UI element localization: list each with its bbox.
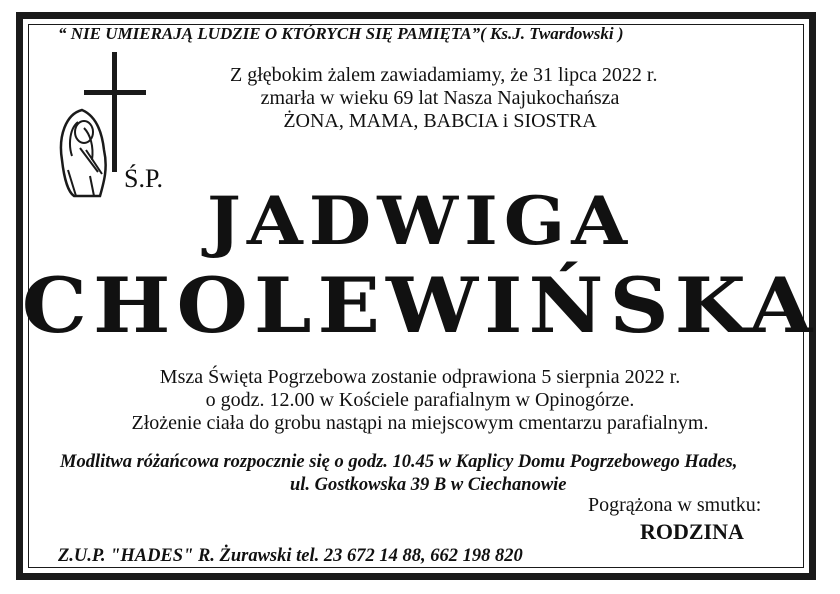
deceased-first-name: JADWIGA [206,181,634,260]
intro-text [230,64,658,133]
ceremony-line: Msza Święta Pogrzebowa zostanie odprawiona 5 sierpnia 2022 r. [159,366,681,388]
mourning-caption: Pogrążona w smutku: [588,494,762,516]
ceremony-details [110,366,730,435]
ceremony-line: Złożenie ciała do grobu nastąpi na miejscowym cmentarzu parafialnym. [131,412,709,434]
family-signature: RODZINA [640,519,744,544]
intro-line: Z głębokim żalem zawiadamiamy, że 31 lipca 2022 r. [230,64,658,86]
ceremony-line: o godz. 12.00 w Kościele parafialnym w Opinogórze. [205,389,635,411]
sp-label: Ś.P. [124,164,164,193]
deceased-surname: CHOLEWIŃSKA [21,261,819,351]
prayer-info: Modlitwa różańcowa rozpocznie się o godz. 10.45 w Kaplicy Domu Pogrzebowego Hades, [60,452,738,472]
quote-line: “ NIE UMIERAJĄ LUDZIE O KTÓRYCH SIĘ PAMIĘTA”( Ks.J. Twardowski ) [58,24,624,43]
funeral-home-footer: Z.U.P. "HADES" R. Żurawski tel. 23 672 14 88, 662 198 820 [58,546,523,566]
prayer-address: ul. Gostkowska 39 B w Ciechanowie [290,475,567,495]
intro-line: zmarła w wieku 69 lat Nasza Najukochańsza [260,87,620,109]
intro-line: ŻONA, MAMA, BABCIA i SIOSTRA [283,110,597,132]
